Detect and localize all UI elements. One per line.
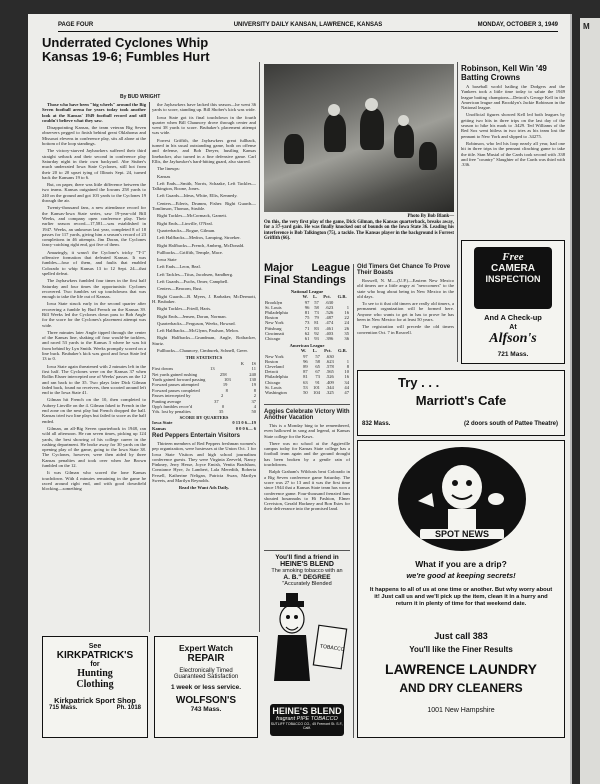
column-rule xyxy=(353,264,354,738)
team-name: Cincinnati xyxy=(265,330,285,336)
paragraph: Right Tackles—Friedl, Haris. xyxy=(157,306,212,312)
photo-credit: Photo By Bob Blank— xyxy=(407,214,454,219)
team-stat: 73 xyxy=(314,309,319,315)
team-stat: .526 xyxy=(325,374,334,380)
score-title: SCORE BY QUARTERS xyxy=(179,414,229,420)
paragraph: Gilman, an all-Big Seven quarterback in 1948, ran wild all afternoon. He ran seven times, picking up 124 yards, the best showing of his college career in the rushing department. He broke away for 30 yards on the opening play of the game, going to the Iowa State 38. The Cyclones, however, were then aided by three Kansas penalties and took over when Joe Brown fumbled on the 12. xyxy=(42,425,146,468)
marriotts-cafe-ad xyxy=(357,370,565,436)
paragraph: Right Ends—Linville, O'Neal. xyxy=(157,220,213,226)
team-name: Chicago xyxy=(265,335,281,341)
paragraph: It was Gilman who scored the lone Kansas touchdown. With 4 minutes remaining in the game he raced around right end, and with good downfield blocking—something xyxy=(42,470,146,492)
stats-value: 258 xyxy=(219,371,227,377)
stats-title: THE STATISTICS xyxy=(185,355,223,361)
paragraph: Unofficial figures showed Kell led both leagues by getting two hits in three trips on the last day of the season to hike his mark to .3429. Ted Williams of the Red Sox went hitless in two tries as his team lost the pennant to New York and slipped to .34275. xyxy=(461,112,565,139)
team-stat: 73 xyxy=(304,320,310,326)
paragraph: The lineups: xyxy=(157,166,180,172)
stats-value: 19 xyxy=(251,382,256,388)
aggies-story xyxy=(264,407,350,547)
team-stat: .487 xyxy=(325,315,334,321)
rule xyxy=(264,404,350,405)
team-stat: 16 xyxy=(344,374,349,380)
team-stat: 91 xyxy=(315,379,320,385)
standings-col-header: Pct. xyxy=(323,294,331,300)
team-stat: 10 xyxy=(344,369,349,375)
column-rule xyxy=(457,62,458,362)
stats-label: Yds. lost by penalties xyxy=(152,409,191,415)
ad-at: At xyxy=(509,324,517,331)
ad-marriotts-name: Marriott's Cafe xyxy=(415,393,507,408)
paragraph: Three minutes later Angle tipped through the center of the Kansas line, shaking off four would-be tacklers, and raced 53 yards to the Kansas 3 where he was hit from behind by Lyn Smith. Weeks promptly scored on a line buck. Brubaker's kick was good and Iowa State led 13 to 0. xyxy=(42,329,146,362)
team-stat: 96 xyxy=(304,304,310,310)
ad-hunting: Hunting xyxy=(77,668,113,679)
stats-value: 37 xyxy=(251,398,256,404)
stats-col-iowa-state: IS xyxy=(251,360,256,366)
score-team: Kansas xyxy=(152,425,167,431)
stats-label: First downs xyxy=(152,366,174,372)
team-stat: 44 xyxy=(344,384,349,390)
paragraph: Twenty-thousand fans, a new attendance record for the Kansas-Iowa State series, saw 19-year-old Bill Weeks, and company open conference play. Their earlier season record—17,581—was established in 1947. Weeks, an unknown last year, completed 8 of 18 passes for 117 yards, giving him a season's record of 23 completions in 46 attempts. Jim Doran, the Cyclones fancy-catching right end, got five of them. xyxy=(42,205,146,248)
stats-value: 37 xyxy=(214,398,219,404)
ad-free: Free xyxy=(502,251,524,263)
paragraph: The victory-starved Jayhawkers suffered their third straight setback and their second in conference play Saturday night in their own backyard. Abe Stuber's much underrated Iowa State Cyclones, still hot from their 20 to 20 upset tying of Illinois Sept. 24, turned back the Kansans 19 to 6. xyxy=(42,148,146,180)
team-stat: .623 xyxy=(325,304,334,310)
score-value: 0 13 0 6—19 xyxy=(232,420,256,426)
paragraph: The registration will precede the old timers convention Oct. 7 in Roswell. xyxy=(357,324,454,335)
paragraph: Centers—Eilerts, Drumm, Fisher. Right Guards—Tomlinson, Thomas, Struble. xyxy=(152,200,256,212)
stats-value: 4 xyxy=(253,403,256,409)
lead-headline: Underrated Cyclones Whip Kansas 19-6; Fumbles Hurt xyxy=(42,35,210,64)
paragraph: Kansas xyxy=(157,173,171,179)
team-stat: 62 xyxy=(304,330,310,336)
stats-value: 130 xyxy=(249,376,256,382)
ad-drip-question: What if you are a drip? xyxy=(415,559,507,569)
stats-value: 103 xyxy=(223,376,231,382)
statistics-box xyxy=(152,355,256,431)
masthead: UNIVERSITY DAILY KANSAN, LAWRENCE, KANSAS xyxy=(233,22,383,28)
team-stat: 53 xyxy=(303,384,308,390)
team-stat: 87 xyxy=(303,369,308,375)
robinson-story xyxy=(461,84,565,238)
heines-blend-ad xyxy=(264,554,350,738)
team-stat: 75 xyxy=(304,315,310,321)
paragraph: Left Tackles—Titus, Jacobsen, Sandberg. xyxy=(157,271,234,277)
team-name: St. Louis xyxy=(265,384,282,390)
stats-value: 35 xyxy=(218,409,224,415)
stats-value: 50 xyxy=(251,409,256,415)
red-peppers-text: Thirteen members of Red Peppers freshman women's pep organization, were hostesses at the Union Oct. 1 for Iowa State Visitors and high school journalism conference guests. They were Virginia Zeeveld, Nancy Pinkney, Jerry Hesse, Joyce Emish, Venita Bradshaw, Constance Hyre, Jo Lambert, Lala Meredith, Roberta Fersell, Katherine Neligan, Patricia Swan, Marilyn Sweets, and Marilyn Reynolds. xyxy=(152,440,256,484)
team-stat: 83 xyxy=(314,325,319,331)
team-stat: 61 xyxy=(304,335,310,341)
ad-alfsons-address: 721 Mass. xyxy=(497,351,529,358)
ad-laundry-name: LAWRENCE LAUNDRY xyxy=(385,661,537,677)
ad-electronically: Electronically Timed xyxy=(179,668,233,674)
team-stat: .409 xyxy=(325,379,334,385)
paragraph: A baseball world hailing the Dodgers and the Yankees took a little time today to salute the 1949 league batting champions—Detroit's George Kell in the American league and Brooklyn's Jackie Robinson in the National league. xyxy=(461,84,565,111)
page-header xyxy=(58,22,558,32)
standings-section xyxy=(264,262,350,402)
ad-sport-shop: Kirkpatrick Sport Shop xyxy=(54,696,136,705)
score-value: 0 0 0 6— 6 xyxy=(235,425,256,431)
standings-headline: Major League Final Standings xyxy=(264,262,350,286)
team-stat: 104 xyxy=(313,390,320,396)
paragraph: Amazingly, it wasn't the Cyclone's tricky "T-1" offensive formation that defeated Kansas. It was fumbles—four of them, and faults that enabled Colorado to whip Kansas 13 to 12 Sept. 24—that spelled defeat. xyxy=(42,249,146,276)
caption-text: On this, the very first play of the game, Dick Gilman, the Kansas quarterback, breaks away, for a 37-yard gain. He was finally knocked out of bounds on the Iowa State 36. Leading his interference is Bob Talkington (75), a tackle. The Kansas player in the background is Forrest Griffith (66). xyxy=(264,219,454,242)
team-stat: 57 xyxy=(314,299,319,305)
team-stat: 16 xyxy=(344,309,349,315)
heines-tin xyxy=(270,704,344,736)
stats-label: Punting average xyxy=(152,398,182,404)
want-ads-tag: Read the Want Ads Daily. xyxy=(178,485,230,491)
paragraph: Iowa State got its final touchdown in the fourth quarter when Bill Chauncey drove through center and went 38 yards to score. Brubaker's placement attempt was wide. xyxy=(152,114,256,136)
edge-letter: M xyxy=(583,22,590,31)
national-league-table xyxy=(264,294,350,341)
ad-heines-smoking: The smoking tobacco with an xyxy=(271,568,343,574)
standings-col-header: W. xyxy=(300,348,307,354)
ad-try: Try . . . xyxy=(398,375,440,390)
column-rule xyxy=(259,62,260,632)
team-name: St. Louis xyxy=(265,304,282,310)
team-stat: 35 xyxy=(344,330,349,336)
ad-secrets: we're good at keeping secrets! xyxy=(406,571,516,580)
team-stat: 71 xyxy=(304,325,310,331)
newspaper-page xyxy=(28,14,572,784)
stats-value: 240 xyxy=(249,371,256,377)
team-stat: .344 xyxy=(325,384,334,390)
ad-expert-watch: Expert Watch xyxy=(178,643,233,653)
camera-inspection-ad xyxy=(461,240,565,364)
page-number: PAGE FOUR xyxy=(58,22,94,28)
stats-value: 8 xyxy=(225,387,228,393)
stats-label: Net yards gained rushing xyxy=(152,371,198,377)
team-stat: .325 xyxy=(325,390,334,396)
professor-illustration xyxy=(264,587,350,683)
team-stat: 96 xyxy=(303,358,308,364)
team-name: Chicago xyxy=(265,379,281,385)
paragraph: Fullbacks—Griffith, Temple, Mace. xyxy=(157,249,223,255)
team-stat: .630 xyxy=(325,353,334,359)
team-stat: .396 xyxy=(325,335,334,341)
paragraph: Left Halfbacks—McGlynn, Paulson, Melon. xyxy=(157,328,239,334)
stats-label: Passes intercepted by xyxy=(152,393,191,399)
stats-value: 11 xyxy=(251,366,256,372)
ad-wolfson-address: 743 Mass. xyxy=(190,706,222,713)
national-league-title: National League xyxy=(290,289,324,294)
ad-phone: Ph. 1018 xyxy=(116,705,141,711)
paragraph: Quarterbacks—Ferguson, Weeks, Howard. xyxy=(157,320,236,326)
aggies-title: Aggies Celebrate Victory With Another Vacation xyxy=(264,409,350,421)
stats-label: Opp's fumbles recov'd xyxy=(152,403,193,409)
team-stat: 63 xyxy=(303,379,308,385)
team-name: Detroit xyxy=(265,369,279,375)
ad-camera: CAMERA xyxy=(491,263,535,274)
team-stat: 65 xyxy=(315,364,320,370)
ad-call-383: Just call 383 xyxy=(434,631,488,641)
ad-marriotts-location: (2 doors south of Pattee Theatre) xyxy=(463,421,558,427)
ad-alfsons: Alfson's xyxy=(489,331,537,346)
team-name: Boston xyxy=(265,358,279,364)
paragraph: Left Guards—Fuchs, Omer, Campbell. xyxy=(157,279,229,285)
svg-text:TOBACCO: TOBACCO xyxy=(319,643,345,654)
paragraph: Ralph Graham's Wildcats beat Colorado in a Big Seven conference game Saturday. The score was 27 to 13 and it was the first time since 1944 that a Kansas State team has won a conference game. Four-thousand frenzied fans shouted hosannahs to Hi Fashion, Elmer Creviston, Gerald Hackney and Bon Estes for their deliverance into the promised land. xyxy=(264,469,350,512)
ad-see: See xyxy=(88,643,102,650)
paragraph: Left Ends—Leon, Beal. xyxy=(157,264,201,270)
page-date: MONDAY, OCTOBER 3, 1949 xyxy=(477,22,558,28)
stats-rows xyxy=(152,366,256,415)
team-stat: .623 xyxy=(325,358,334,364)
score-team: Iowa State xyxy=(152,420,173,426)
stats-value: 8 xyxy=(253,387,256,393)
paragraph: Those who have been "big wheels" around the Big Seven football arena for years today took another look at the Kansas' 1949 football record and still couldn't believe what they saw. xyxy=(42,102,146,123)
ad-heines-degree: A. B." DEGREE xyxy=(283,574,331,581)
ad-marriotts-address: 832 Mass. xyxy=(362,421,391,427)
team-stat: 79 xyxy=(314,315,319,321)
paragraph: But, on paper, there was little difference between the two teams. Kansas outgained the Iowans 258 yards to 240 on the ground and got 103 yards to the Cyclones 19 through the air. xyxy=(42,182,146,204)
adjacent-page-edge xyxy=(580,18,600,784)
team-stat: 8 xyxy=(346,364,349,370)
paragraph: Quarterbacks—Rogue, Gilman. xyxy=(157,227,216,233)
team-stat: .461 xyxy=(325,325,334,331)
team-stat: 81 xyxy=(314,320,319,326)
paragraph: This is a Monday bing to be remembered, even hallowed in song and legend, at Kansas State college for the Kaws. xyxy=(264,423,350,439)
paragraph: Iowa State xyxy=(157,257,177,263)
team-stat: 58 xyxy=(314,304,319,310)
ad-heines-blended: "Accurately Blended xyxy=(282,581,332,587)
paragraph: Fullbacks—Chauncey, Cimburek, Schnell, Greer. xyxy=(157,347,248,353)
paragraph: Iowa State struck early in the second quarter after recovering a fumble by Bud French on the Kansas 39. Bill Weeks led the Cyclones down pass to Bob Angle for the score for the Cyclones's placement attempt was wide. xyxy=(42,301,146,328)
team-stat: 34 xyxy=(344,379,349,385)
team-name: Brooklyn xyxy=(265,299,283,305)
team-stat: .630 xyxy=(325,299,334,305)
team-stat: 1 xyxy=(346,304,349,310)
team-stat: 67 xyxy=(315,369,320,375)
team-stat: .403 xyxy=(325,330,334,336)
ad-repair: REPAIR xyxy=(187,653,225,664)
tin-brand: HEINE'S BLEND xyxy=(272,706,342,716)
american-league-title: American League xyxy=(289,343,325,349)
paragraph: Left Halfbacks—Medros, Lamping, Stroeker. xyxy=(157,235,241,241)
team-stat: .578 xyxy=(325,364,334,370)
old-timers-story xyxy=(357,262,454,368)
lawrence-laundry-ad xyxy=(357,440,565,738)
team-stat: 50 xyxy=(303,390,308,396)
paragraph: Forrest Griffith, the Jayhawkers great fullback, turned in his usual outstanding game, both on offense and defense, and Bob Dreyer, hustling Kansas linebacker, also turned in a fine defensive game. Carl Ellis, the Jayhawker's hard-hitting guard, also starred. xyxy=(152,137,256,164)
team-name: Philadelphia xyxy=(265,374,288,380)
ad-inspection: INSPECTION xyxy=(485,274,541,284)
paragraph: Left Ends—Smith, Norris, Schaake, Left Tackles—Talkington, Boone, Jones. xyxy=(152,180,256,192)
ad-laundry-body: It happens to all of us at one time or another. But why worry about it! Just call us and we'll pick up the item, clean it in a hurry and return it in plenty of time for that weekend date. xyxy=(369,587,553,607)
byline: By BUD WRIGHT xyxy=(120,94,161,100)
team-stat: 92 xyxy=(314,330,319,336)
paragraph: Right Ends—Jensen, Doran, Norman. xyxy=(157,313,227,319)
paragraph: the Jayhawkers have lacked this season—he went 36 yards to score, standing up. Bill Shober's kick was wide. xyxy=(152,102,256,113)
paragraph: The Jayhawkers fumbled four times in the first half Saturday and four times the opportunistic Cyclones recovered. Two fumbles set up touchdowns that was enough to take the life out of Kansas. xyxy=(42,278,146,300)
paragraph: To see to it that old timers are really old timers, a permanent organization will be formed here. Anyone who wants to get in has to prove he has been in New Mexico for at least 50 years. xyxy=(357,301,454,323)
camera-badge xyxy=(474,247,552,309)
ad-heines-name: HEINE'S BLEND xyxy=(280,561,334,568)
stats-value: 13 xyxy=(210,366,215,372)
standings-col-header: Pct. xyxy=(324,348,332,354)
standings-col-header: G.B. xyxy=(337,348,347,354)
team-name: Pittsburg xyxy=(265,325,282,331)
ad-dry-cleaners: AND DRY CLEANERS xyxy=(399,681,523,695)
team-name: New York xyxy=(265,320,284,326)
standings-col-header: L. xyxy=(312,348,317,354)
ad-heines-find: You'll find a friend in xyxy=(275,554,339,561)
team-stat: 36 xyxy=(344,335,349,341)
team-stat: .526 xyxy=(325,309,334,315)
paragraph: Centers—Beacom, Rust. xyxy=(157,286,203,292)
standings-col-header: L. xyxy=(313,294,318,300)
team-stat: 97 xyxy=(303,353,308,359)
ad-kirkpatrick-name: KIRKPATRICK'S xyxy=(56,650,134,661)
team-name: Boston xyxy=(265,315,279,321)
paragraph: Right Guards—B. Myers, J. Barbaker, McDermott, H. Brubaker. xyxy=(152,293,256,304)
paragraph: Right Halfbacks—French, Amberg, McDonald. xyxy=(157,242,245,248)
team-stat: 89 xyxy=(303,364,308,370)
stats-value: 2 xyxy=(221,393,224,399)
team-stat: 26 xyxy=(344,325,349,331)
kirkpatrick-ad xyxy=(42,636,148,738)
ad-for: for xyxy=(90,661,100,668)
stats-value: 2 xyxy=(253,393,256,399)
score-row xyxy=(152,426,256,431)
red-peppers-title: Red Peppers Entertain Visitors xyxy=(152,432,240,439)
robinson-headline: Robinson, Kell Win '49 Batting Crowns xyxy=(461,64,547,82)
team-stat: 47 xyxy=(344,390,349,396)
team-name: Washington xyxy=(265,390,287,396)
stats-label: Yards gained forward passing xyxy=(152,376,206,382)
team-name: Philadelphia xyxy=(265,309,288,315)
team-stat: .565 xyxy=(325,369,334,375)
standings-col-header: W. xyxy=(302,294,308,300)
lead-story-column-1 xyxy=(42,102,146,632)
ad-address: 715 Mass. xyxy=(49,705,78,711)
team-stat: 93 xyxy=(314,335,319,341)
team-stat: 58 xyxy=(315,358,320,364)
team-stat: 81 xyxy=(304,309,310,315)
team-stat: 73 xyxy=(315,374,320,380)
standings-row xyxy=(264,390,350,395)
tin-subtitle: fragrant PIPE TOBACCO xyxy=(276,716,338,722)
rule xyxy=(264,550,350,551)
standings-col-header: G.B. xyxy=(337,294,347,300)
column-rule xyxy=(149,102,150,632)
paragraph: Disappointing Kansas, the team veteran Big Seven observers pegged to finish behind great Oklahoma and Missouri elevens in conference play, sits all alone at the bottom of the loop standings. xyxy=(42,125,146,147)
football-photo xyxy=(264,64,454,212)
team-name: New York xyxy=(265,353,284,359)
american-league-table xyxy=(264,348,350,395)
stats-value: 0 xyxy=(221,403,225,409)
team-stat: 97 xyxy=(304,299,310,305)
stats-label: Forward passes completed xyxy=(152,387,200,393)
team-stat: 57 xyxy=(315,353,320,359)
lineups xyxy=(152,102,256,353)
spot-news-illustration xyxy=(398,447,526,551)
paragraph: Left Guards—Ideus, White, Ellis, Kennedy. xyxy=(157,193,238,199)
wolfson-ad xyxy=(154,636,258,738)
stats-col-kansas: K xyxy=(240,360,244,366)
paragraph: Right Halfbacks—Grundman, Angle, Rothacker, Sturtz. xyxy=(152,335,256,346)
paragraph: Right Tackles—McCormack, Garnett. xyxy=(157,213,228,219)
team-stat: 24 xyxy=(344,320,349,326)
photo-caption xyxy=(264,214,454,242)
stats-label: Forward passes attempted xyxy=(152,382,199,388)
ad-clothing: Clothing xyxy=(76,679,114,690)
paragraph: Robinson, who led his loop nearly all year, had one hit in three trips in the pennant clinching game to take the title. Stan Musial of the Cards took second with .338 and free "country" Slaughter of the Cards was third with .336. xyxy=(461,140,565,168)
team-stat: 22 xyxy=(344,315,349,321)
ad-wolfsons: WOLFSON'S xyxy=(175,695,237,706)
team-stat: 81 xyxy=(303,374,308,380)
team-stat: 101 xyxy=(313,384,320,390)
ad-laundry-address: 1001 New Hampshire xyxy=(427,707,495,714)
paragraph: There was no school at the Aggieville campus today for Kansas State college has a football team again and the ground drought has been broken by a gentle rain of touchdowns. xyxy=(264,440,350,468)
team-stat: 1 xyxy=(346,358,349,364)
lead-story-column-2 xyxy=(152,102,256,632)
ad-guaranteed: Guaranteed Satisfaction xyxy=(173,674,239,680)
ad-spot-news: SPOT NEWS xyxy=(420,529,504,539)
paragraph: Gilman hit French on the 10, then completed to Aubrey Linville on the 4. Gilman faked to French in the end zone on the next play but French dropped the ball. Kansas tried two line plays but failed to score as the half ended. xyxy=(42,397,146,424)
ad-checkup: And A Check-up xyxy=(484,313,542,322)
ad-finer-results: You'll like the Finer Results xyxy=(409,645,513,654)
team-name: Cleveland xyxy=(265,364,284,370)
paragraph: Iowa State again threatened with 2 minutes left in the first half. The Cyclones were on the Kansas 37 when Rollin Elsner intercepted one of Weeks' passes on the 12 and ran back to the 35. Two plays later Dick Gilman faded back, found no receivers, then scooted around left end to the Iowa State 41. xyxy=(42,363,146,396)
score-rows xyxy=(152,420,256,431)
ad-service: 1 week or less service. xyxy=(170,684,242,691)
old-timers-title: Old Timers Get Chance To Prove Their Boasts xyxy=(357,264,451,276)
stats-value: 19 xyxy=(222,382,228,388)
paragraph: Roswell, N. M.—(U.P.)—Eastern New Mexico old timers are a little angry at "newcomers" to the state who brag about being in New Mexico in the old days. xyxy=(357,278,454,299)
tin-maker: SUTLIFF TOBACCO CO., 45 Fremont St. S.F., Calif. xyxy=(270,722,344,730)
standings-row xyxy=(264,336,350,341)
team-stat: .474 xyxy=(325,320,334,326)
